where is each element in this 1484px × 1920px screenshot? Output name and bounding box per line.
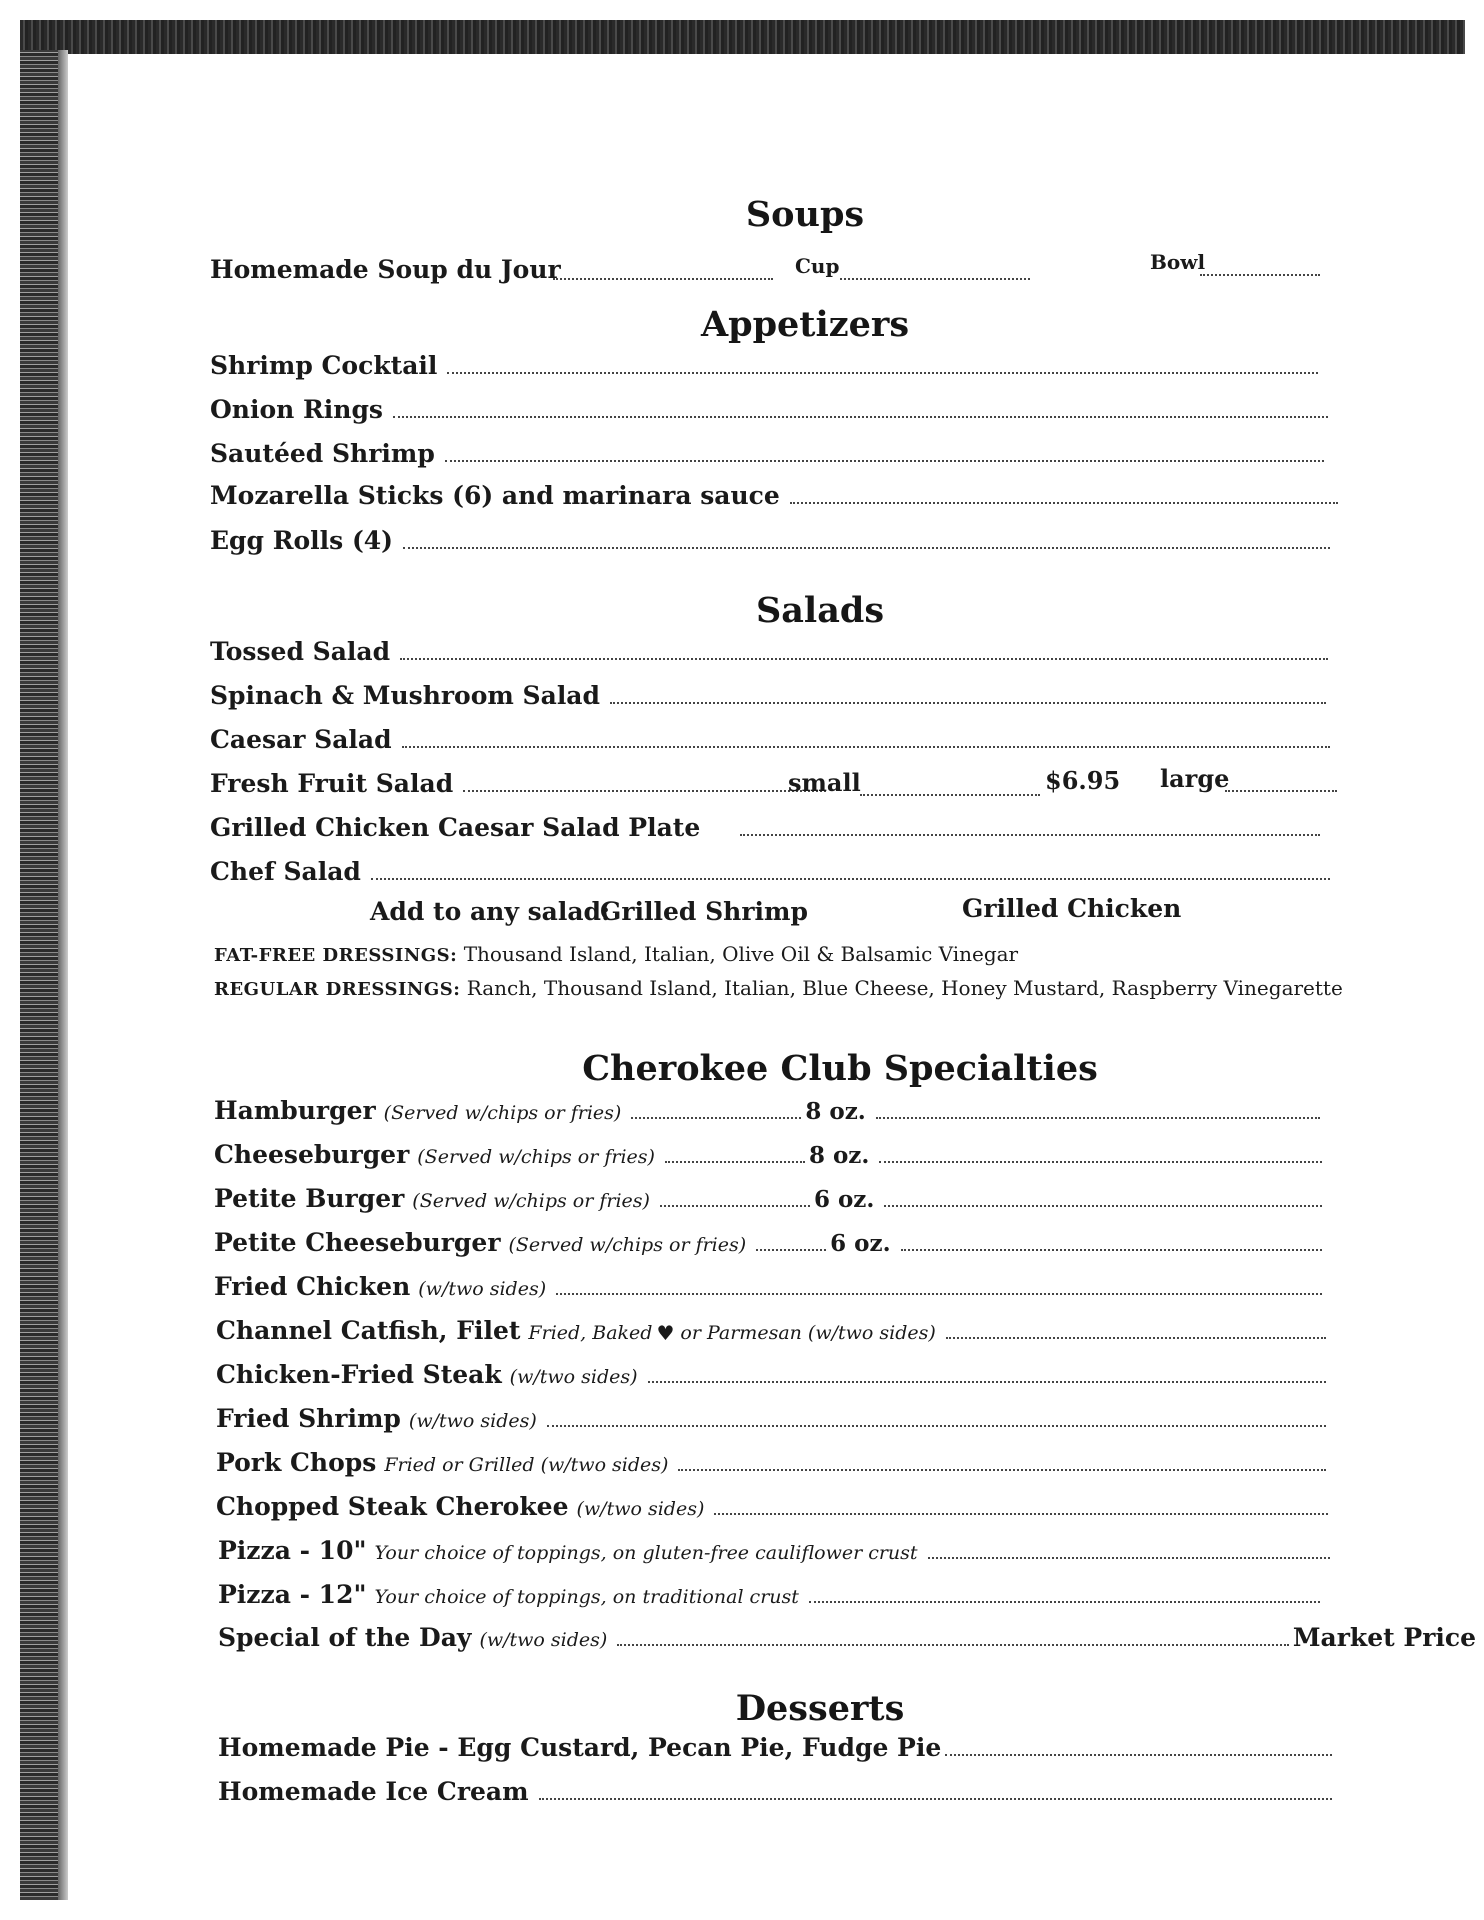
specialty-name: Hamburger	[214, 1096, 376, 1125]
appetizer-name: Onion Rings	[210, 395, 384, 424]
salad-row	[210, 806, 1324, 840]
left-border-edge	[58, 50, 68, 1900]
specialty-name: Pizza - 12"	[218, 1580, 367, 1609]
appetizer-row	[210, 432, 1328, 466]
fatfree-list: Thousand Island, Italian, Olive Oil & Balsamic Vinegar	[463, 942, 1019, 966]
fruit-small-dots	[860, 794, 1040, 796]
fruit-small-price: $6.95	[1045, 766, 1121, 795]
specialty-row	[214, 1265, 1326, 1299]
dessert-name: Homemade Pie - Egg Custard, Pecan Pie, Fudge Pie	[218, 1733, 942, 1762]
salad-row	[210, 630, 1332, 664]
salad-row	[210, 762, 830, 796]
soup-dots-3	[1200, 274, 1320, 276]
specialty-note: (w/two sides)	[576, 1498, 705, 1520]
specialty-note: (Served w/chips or fries)	[417, 1146, 655, 1168]
specialty-name: Pizza - 10"	[218, 1536, 367, 1565]
salad-row	[210, 718, 1334, 752]
specialties-heading: Cherokee Club Specialties	[582, 1048, 1098, 1089]
specialty-note: Your choice of toppings, on traditional crust	[374, 1586, 799, 1608]
appetizer-row	[210, 388, 1332, 422]
dessert-row	[218, 1726, 1336, 1760]
regular-list: Ranch, Thousand Island, Italian, Blue Cheese, Honey Mustard, Raspberry Vinegarette	[466, 976, 1343, 1000]
specialty-size: 6 oz.	[813, 1186, 875, 1213]
specialty-note: (w/two sides)	[418, 1278, 547, 1300]
specialty-row	[214, 1177, 1326, 1211]
appetizer-name: Shrimp Cocktail	[210, 351, 438, 380]
specialty-row	[216, 1485, 1332, 1519]
appetizers-heading: Appetizers	[700, 304, 910, 345]
appetizer-name: Mozarella Sticks (6) and marinara sauce	[210, 481, 780, 510]
appetizer-row	[210, 519, 1334, 553]
dessert-row	[218, 1770, 1336, 1804]
appetizer-name: Egg Rolls (4)	[210, 526, 393, 555]
specialty-note: (Served w/chips or fries)	[508, 1234, 747, 1256]
specialty-row	[216, 1353, 1330, 1387]
specialty-note: Your choice of toppings, on gluten-free cauliflower crust	[374, 1542, 918, 1564]
heart-icon: ♥	[656, 1321, 675, 1345]
specialty-row	[218, 1616, 1476, 1650]
specialty-note: (Served w/chips or fries)	[412, 1190, 650, 1212]
specialty-note: or Parmesan (w/two sides)	[680, 1322, 936, 1344]
appetizer-row	[210, 344, 1322, 378]
fatfree-dressings	[214, 942, 1018, 966]
regular-label: REGULAR DRESSINGS:	[214, 979, 461, 1000]
soup-name: Homemade Soup du Jour	[210, 255, 561, 284]
soup-bowl-label: Bowl	[1150, 250, 1206, 274]
salad-row	[210, 850, 1334, 884]
specialty-name: Channel Catfish, Filet	[216, 1316, 521, 1345]
specialty-name: Fried Shrimp	[216, 1404, 401, 1433]
specialty-size: 6 oz.	[830, 1230, 891, 1257]
soup-dots-2	[840, 278, 1030, 280]
salad-name: Caesar Salad	[210, 725, 392, 754]
specialty-size: 8 oz.	[805, 1098, 866, 1125]
specialty-row	[214, 1089, 1324, 1123]
salad-name: Fresh Fruit Salad	[210, 769, 454, 798]
specialty-name: Petite Cheeseburger	[214, 1228, 501, 1257]
desserts-heading: Desserts	[735, 1688, 905, 1729]
specialty-note: (w/two sides)	[408, 1410, 537, 1432]
fruit-small-label: small	[788, 768, 861, 797]
specialty-name: Pork Chops	[216, 1448, 377, 1477]
salad-row	[210, 674, 1330, 708]
specialty-note: (w/two sides)	[509, 1366, 638, 1388]
specialty-name: Fried Chicken	[214, 1272, 411, 1301]
appetizer-row	[210, 474, 1342, 508]
specialty-name: Special of the Day	[218, 1623, 472, 1652]
regular-dressings	[214, 976, 1343, 1000]
specialty-size: 8 oz.	[808, 1142, 870, 1169]
specialty-row	[216, 1309, 1330, 1343]
salad-name: Tossed Salad	[210, 637, 391, 666]
specialty-name: Chicken-Fried Steak	[216, 1360, 502, 1389]
specialty-note: Fried, Baked	[528, 1322, 653, 1344]
salad-name: Chef Salad	[210, 857, 361, 886]
top-border	[20, 20, 1465, 54]
specialty-row	[214, 1133, 1326, 1167]
fruit-large-dots	[1225, 790, 1337, 792]
specialty-name: Petite Burger	[214, 1184, 405, 1213]
salad-name: Grilled Chicken Caesar Salad Plate	[210, 813, 701, 842]
specialty-note: (w/two sides)	[479, 1629, 608, 1651]
salad-name: Spinach & Mushroom Salad	[210, 681, 600, 710]
dessert-name: Homemade Ice Cream	[218, 1777, 529, 1806]
specialty-note: (Served w/chips or fries)	[383, 1102, 622, 1124]
specialty-row	[218, 1573, 1324, 1607]
fatfree-label: FAT-FREE DRESSINGS:	[214, 945, 458, 966]
specialty-row	[216, 1397, 1330, 1431]
soup-dots-1	[553, 278, 773, 280]
salads-heading: Salads	[755, 590, 885, 631]
soups-heading: Soups	[745, 194, 865, 235]
specialty-row	[218, 1529, 1334, 1563]
specialty-name: Cheeseburger	[214, 1140, 410, 1169]
specialty-note: Fried or Grilled (w/two sides)	[384, 1454, 669, 1476]
salad-addon-shrimp: Grilled Shrimp	[600, 897, 808, 926]
soup-cup-label: Cup	[795, 254, 840, 278]
menu-page	[70, 54, 1476, 1900]
specialty-row	[214, 1221, 1326, 1255]
fruit-large-label: large	[1160, 764, 1230, 793]
appetizer-name: Sautéed Shrimp	[210, 439, 435, 468]
specialty-row	[216, 1441, 1330, 1475]
specialty-price: Market Price	[1292, 1623, 1476, 1652]
salad-addon-label: Add to any salad:	[370, 897, 611, 926]
specialty-name: Chopped Steak Cherokee	[216, 1492, 569, 1521]
salad-addon-chicken: Grilled Chicken	[962, 894, 1182, 923]
